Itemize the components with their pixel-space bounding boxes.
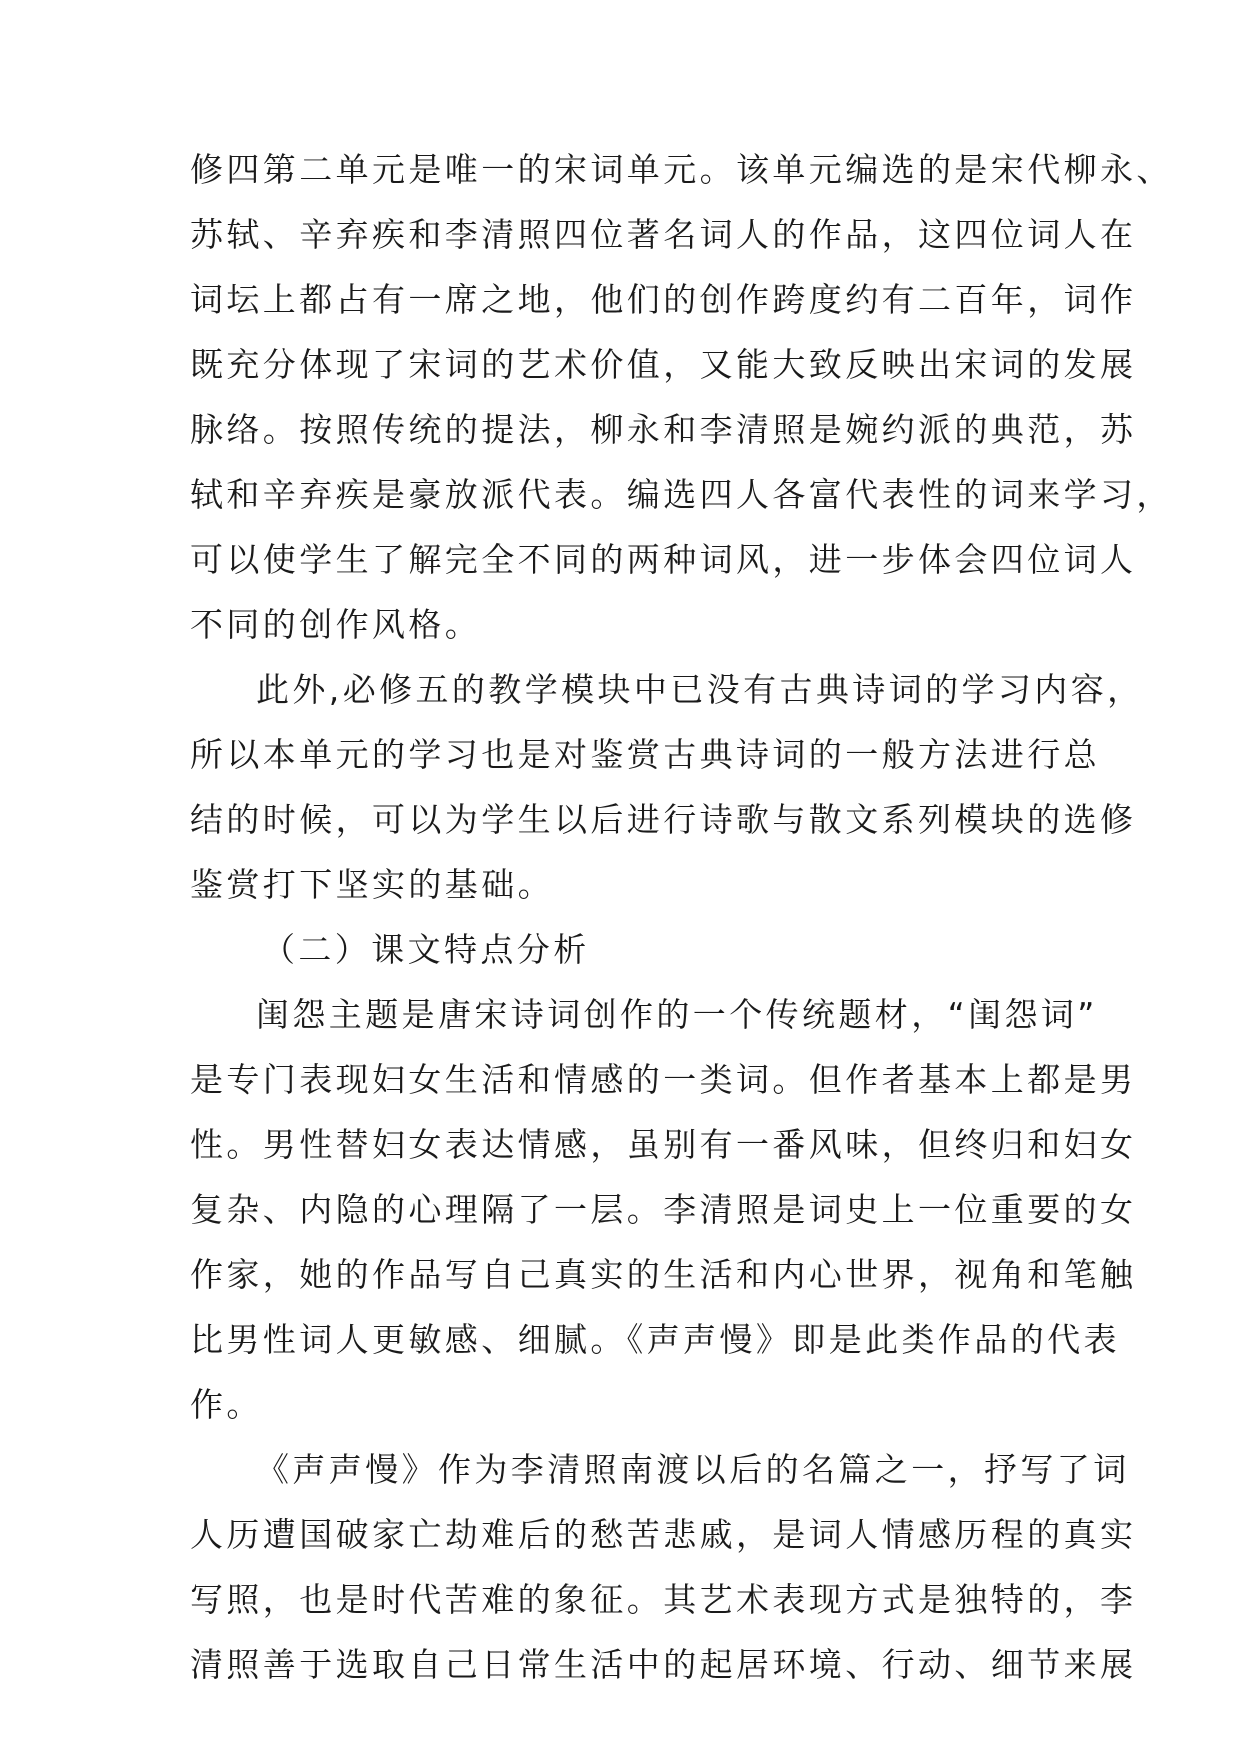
- section-heading: （二）课文特点分析: [262, 930, 590, 969]
- text-line: 苏轼、辛弃疾和李清照四位著名词人的作品，这四位词人在: [190, 215, 1137, 254]
- text-line: 此外,必修五的教学模块中已没有古典诗词的学习内容，: [256, 670, 1144, 709]
- text-line: 性。男性替妇女表达情感，虽别有一番风味，但终归和妇女: [190, 1125, 1137, 1164]
- text-line: 人历遭国破家亡劫难后的愁苦悲戚，是词人情感历程的真实: [190, 1515, 1137, 1554]
- text-line: 写照，也是时代苦难的象征。其艺术表现方式是独特的，李: [190, 1580, 1137, 1619]
- text-line: 既充分体现了宋词的艺术价值，又能大致反映出宋词的发展: [190, 345, 1137, 384]
- text-line: 结的时候，可以为学生以后进行诗歌与散文系列模块的选修: [190, 800, 1137, 839]
- text-line: 词坛上都占有一席之地，他们的创作跨度约有二百年，词作: [190, 280, 1137, 319]
- text-line: 作家，她的作品写自己真实的生活和内心世界，视角和笔触: [190, 1255, 1137, 1294]
- text-line: 复杂、内隐的心理隔了一层。李清照是词史上一位重要的女: [190, 1190, 1137, 1229]
- text-line: 修四第二单元是唯一的宋词单元。该单元编选的是宋代柳永、: [190, 150, 1173, 189]
- text-line: 可以使学生了解完全不同的两种词风，进一步体会四位词人: [190, 540, 1137, 579]
- text-line: 《声声慢》作为李清照南渡以后的名篇之一，抒写了词: [256, 1450, 1130, 1489]
- text-line: 是专门表现妇女生活和情感的一类词。但作者基本上都是男: [190, 1060, 1137, 1099]
- text-line: 脉络。按照传统的提法，柳永和李清照是婉约派的典范，苏: [190, 410, 1137, 449]
- text-line: 不同的创作风格。: [190, 605, 482, 644]
- text-line: 比男性词人更敏感、细腻。《声声慢》即是此类作品的代表: [190, 1320, 1120, 1359]
- text-line: 作。: [190, 1385, 263, 1424]
- text-line: 清照善于选取自己日常生活中的起居环境、行动、细节来展: [190, 1645, 1137, 1684]
- text-line: 所以本单元的学习也是对鉴赏古典诗词的一般方法进行总: [190, 735, 1100, 774]
- text-line: 鉴赏打下坚实的基础。: [190, 865, 554, 904]
- text-line: 轼和辛弃疾是豪放派代表。编选四人各富代表性的词来学习，: [190, 475, 1173, 514]
- text-line: 闺怨主题是唐宋诗词创作的一个传统题材，“闺怨词”: [256, 995, 1098, 1034]
